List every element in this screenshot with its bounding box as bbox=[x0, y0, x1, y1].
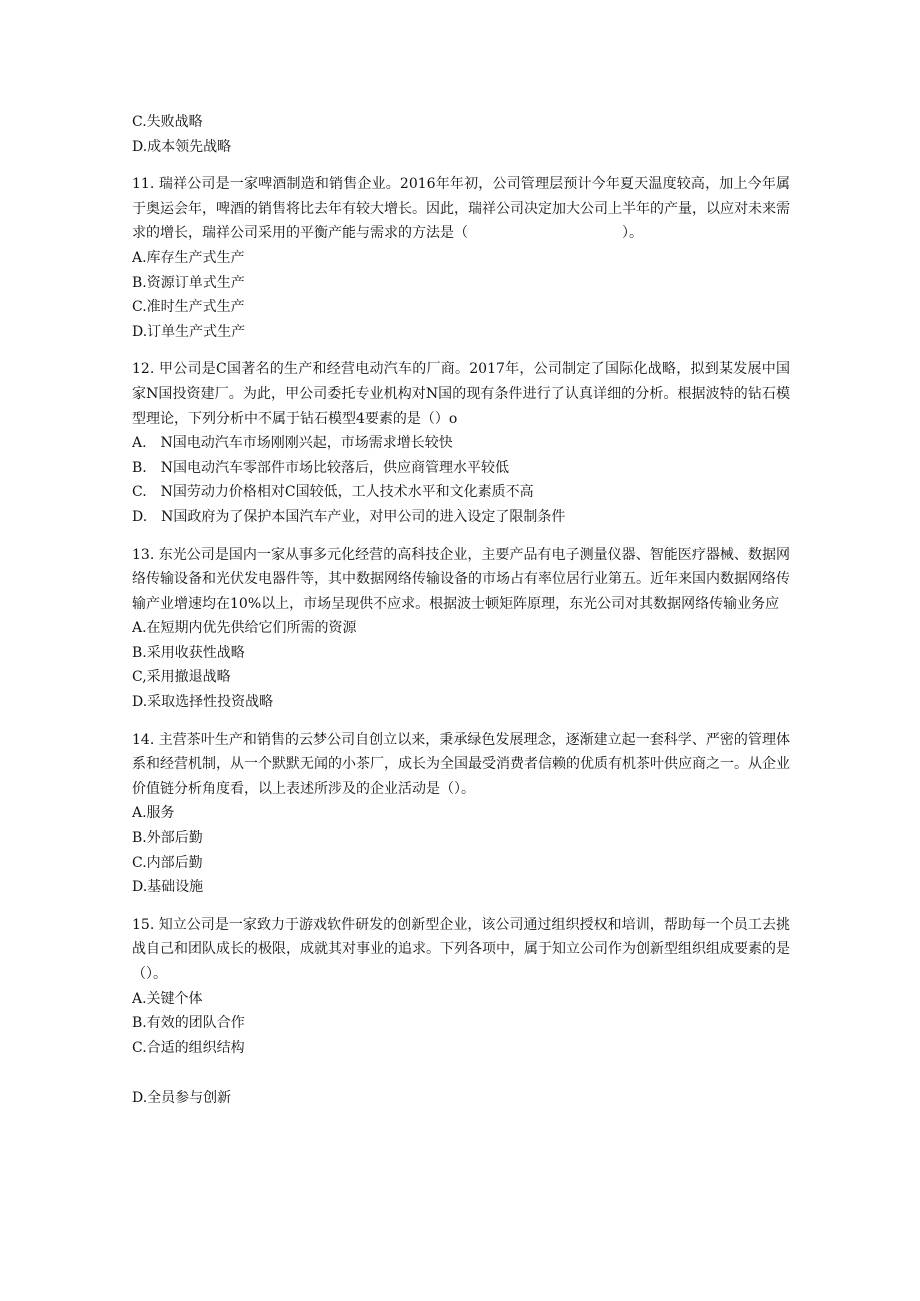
question-11 bbox=[132, 172, 790, 344]
option-d: D. N国政府为了保护本国汽车产业，对甲公司的进入设定了限制条件 bbox=[132, 508, 566, 525]
option-c: C.内部后勤 bbox=[132, 854, 203, 871]
option-d: D.成本领先战略 bbox=[132, 138, 232, 155]
option-b: B.有效的团队合作 bbox=[132, 1015, 245, 1032]
option-c: C.准时生产式生产 bbox=[132, 299, 245, 316]
question-12 bbox=[132, 357, 790, 529]
option-d: D.全员参与创新 bbox=[132, 1090, 232, 1107]
option-d: D.基础设施 bbox=[132, 879, 204, 896]
question-stem: 13. 东光公司是国内一家从事多元化经营的高科技企业，主要产品有电子测量仪器、智能医疗器械、数据网络传输设备和光伏发电器件等，其中数据网络传输设备的市场占有率位居行业第五。近年来国内数据网络传输产业增速均在10%以上，市场呈现供不应求。根据波士顿矩阵原理，东光公司对其数据网络传输业务应 bbox=[132, 546, 790, 612]
previous-question-options bbox=[132, 110, 790, 159]
question-15 bbox=[132, 913, 790, 1111]
question-13 bbox=[132, 543, 790, 715]
option-c: C.失败战略 bbox=[132, 114, 203, 130]
option-a: A.在短期内优先供给它们所需的资源 bbox=[132, 620, 357, 637]
option-a: A.关键个体 bbox=[132, 990, 203, 1007]
question-stem: 12. 甲公司是C国著名的生产和经营电动汽车的厂商。2017年，公司制定了国际化战略，拟到某发展中国家N国投资建厂。为此，甲公司委托专业机构对N国的现有条件进行了认真详细的分析。根据波特的钻石模型理论，下列分析中不属于钻石模型4要素的是（）o bbox=[132, 361, 790, 427]
question-stem: 14. 主营茶叶生产和销售的云梦公司自创立以来，秉承绿色发展理念，逐渐建立起一套科学、严密的管理体系和经营机制，从一个默默无闻的小茶厂，成长为全国最受消费者信赖的优质有机茶叶供应商之一。从企业价值链分析角度看，以上表述所涉及的企业活动是（）。 bbox=[132, 731, 790, 797]
question-stem: 11. 瑞祥公司是一家啤酒制造和销售企业。2016年年初，公司管理层预计今年夏天温度较高，加上今年属于奥运会年，啤酒的销售将比去年有较大增长。因此，瑞祥公司决定加大公司上半年的产量，以应对未来需求的增长，瑞祥公司采用的平衡产能与需求的方法是（ ）。 bbox=[132, 176, 790, 242]
option-c: C.合适的组织结构 bbox=[132, 1039, 245, 1056]
option-b: B.外部后勤 bbox=[132, 830, 203, 847]
option-c: C,采用撤退战略 bbox=[132, 669, 231, 686]
option-d: D.采取选择性投资战略 bbox=[132, 694, 274, 711]
option-d: D.订单生产式生产 bbox=[132, 323, 246, 340]
option-c: C. N国劳动力价格相对C国较低，工人技术水平和文化素质不高 bbox=[132, 484, 534, 501]
option-b: B.采用收获性战略 bbox=[132, 644, 245, 661]
question-stem: 15. 知立公司是一家致力于游戏软件研发的创新型企业，该公司通过组织授权和培训，帮助每一个员工去挑战自己和团队成长的极限，成就其对事业的追求。下列各项中，属于知立公司作为创新型组织组成要素的是（）。 bbox=[132, 916, 790, 982]
question-14 bbox=[132, 728, 790, 900]
option-b: B. N国电动汽车零部件市场比较落后，供应商管理水平较低 bbox=[132, 459, 509, 476]
option-a: A.服务 bbox=[132, 805, 175, 822]
spacer bbox=[132, 1060, 790, 1086]
option-a: A. N国电动汽车市场刚刚兴起，市场需求增长较快 bbox=[132, 435, 453, 452]
option-a: A.库存生产式生产 bbox=[132, 249, 245, 266]
option-b: B.资源订单式生产 bbox=[132, 274, 245, 291]
document-page bbox=[132, 110, 790, 1111]
